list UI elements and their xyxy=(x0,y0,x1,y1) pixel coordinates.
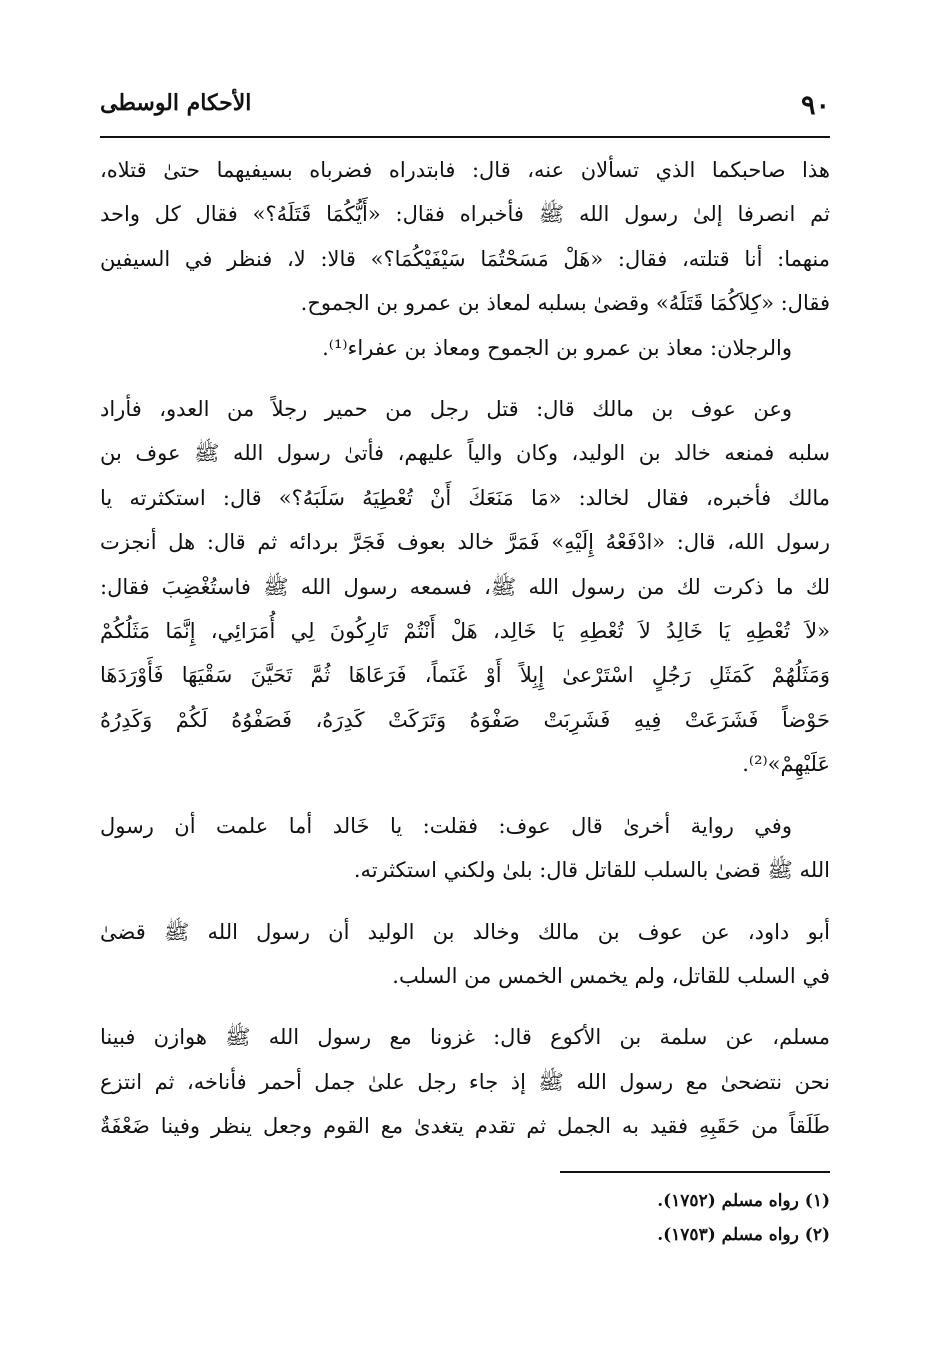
footnote-1: (١) رواه مسلم (١٧٥٢). xyxy=(657,1191,830,1211)
text-line: وفي رواية أخرىٰ قال عوف: فقلت: يا خَالد أما علمت أن رسول xyxy=(100,813,792,838)
text-line: مالك فأخبره، فقال لخالد: «مَا مَنَعَكَ أَنْ تُعْطِيَهُ سَلَبَهُ؟» قال: استكثرته يا xyxy=(100,485,830,510)
text-line: رسول الله، قال: «ادْفَعْهُ إِلَيْهِ» فَمَرَّ خالد بعوف فَجَرَّ بردائه ثم قال: هل أنجزت xyxy=(100,530,830,555)
paragraph-6 xyxy=(100,1015,830,1148)
footnotes xyxy=(100,1184,830,1252)
paragraph-3 xyxy=(100,387,830,787)
text-line: فقال: «كِلاَكُمَا قَتَلَهُ» وقضىٰ بسلبه لمعاذ بن عمرو بن الجموح. xyxy=(300,291,830,316)
paragraph-4 xyxy=(100,804,830,893)
text-line: في السلب للقاتل، ولم يخمس الخمس من السلب. xyxy=(392,963,830,988)
text-line: وعن عوف بن مالك قال: قتل رجل من حمير رجلاً من العدو، فأراد xyxy=(100,397,792,422)
text-line: لك ما ذكرت لك من رسول الله ﷺ، فسمعه رسول الله ﷺ فاستُغْضِبَ فقال: xyxy=(100,574,830,599)
text-line: حَوْضاً فَشَرَعَتْ فِيهِ فَشَرِبَتْ صَفْوَهُ وَتَرَكَتْ كَدِرَهُ، فَصَفْوُهُ لَكُمْ وَكَدِرُهُ xyxy=(100,707,830,732)
paragraph-5 xyxy=(100,910,830,999)
paragraph-1 xyxy=(100,148,830,326)
text-line: والرجلان: معاذ بن عمرو بن الجموح ومعاذ بن عفراء⁽¹⁾. xyxy=(322,335,792,360)
text-line: نحن نتضحىٰ مع رسول الله ﷺ إذ جاء رجل علىٰ جمل أحمر فأناخه، ثم انتزع xyxy=(100,1069,830,1094)
footnote-rule xyxy=(560,1171,830,1173)
header-rule xyxy=(100,136,830,138)
text-line: أبو داود، عن عوف بن مالك وخالد بن الوليد أن رسول الله ﷺ قضىٰ xyxy=(100,919,830,944)
text-line: الله ﷺ قضىٰ بالسلب للقاتل قال: بلىٰ ولكني استكثرته. xyxy=(353,858,830,883)
body-text xyxy=(100,148,830,1166)
text-line: وَمَثَلُهُمْ كَمَثَلِ رَجُلٍ اسْتَرْعىٰ إِبِلاً أَوْ غَنَماً، فَرَعَاهَا ثُمَّ تَحَيَّنَ سَقْيَهَا فَأَوْرَدَهَا xyxy=(100,663,830,688)
footnote-2: (٢) رواه مسلم (١٧٥٣). xyxy=(657,1225,830,1245)
page-number: ٩٠ xyxy=(800,90,830,121)
text-line: «لاَ تُعْطِهِ يَا خَالِدُ لاَ تُعْطِهِ يَا خَالِد، هَلْ أَنْتُمْ تَارِكُونَ لِي أُمَرَائِي، إِنَّمَا مَثَلُكُمْ xyxy=(100,619,830,644)
text-line: منهما: أنا قتلته، فقال: «هَلْ مَسَحْتُمَا سَيْفَيْكُمَا؟» قالا: لا، فنظر في السيفين xyxy=(100,246,830,271)
running-title: الأحكام الوسطى xyxy=(100,90,252,116)
text-line: ثم انصرفا إلىٰ رسول الله ﷺ فأخبراه فقال: «أَيُّكُمَا قَتَلَهُ؟» فقال كل واحد xyxy=(100,202,830,227)
text-line: طَلَقاً من حَقَبِهِ فقيد به الجمل ثم تقدم يتغدىٰ مع القوم وجعل ينظر وفينا ضَعْفَةٌ xyxy=(100,1114,830,1139)
text-line: عَلَيْهِمْ»⁽²⁾. xyxy=(742,752,830,777)
text-line: سلبه فمنعه خالد بن الوليد، وكان والياً عليهم، فأتىٰ رسول الله ﷺ عوف بن xyxy=(100,441,830,466)
text-line: مسلم، عن سلمة بن الأكوع قال: غزونا مع رسول الله ﷺ هوازن فبينا xyxy=(100,1025,830,1050)
text-line: هذا صاحبكما الذي تسألان عنه، قال: فابتدراه فضرباه بسيفيهما حتىٰ قتلاه، xyxy=(100,158,830,182)
page-header xyxy=(100,86,830,132)
paragraph-2 xyxy=(100,326,830,370)
